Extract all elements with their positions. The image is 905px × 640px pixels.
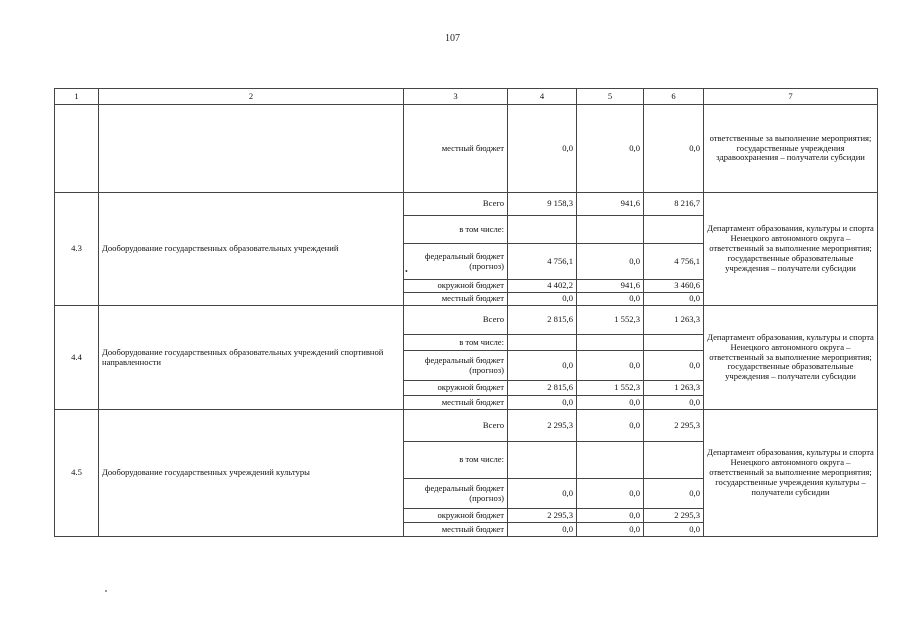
value-cell: 9 158,3 xyxy=(508,193,577,216)
scan-speck xyxy=(105,590,107,592)
value-cell: 0,0 xyxy=(644,293,704,306)
value-cell: 0,0 xyxy=(577,293,644,306)
value-cell xyxy=(644,442,704,479)
source-label: федеральный бюджет (прогноз) xyxy=(404,244,508,280)
value-cell: 2 815,6 xyxy=(508,306,577,335)
source-label: в том числе: xyxy=(404,335,508,351)
responsible-cell: Департамент образования, культуры и спорта Ненецкого автономного округа – ответственный за выполнение мероприятия; государственные учреждения культуры – получатели субсидии xyxy=(704,410,878,537)
table-row xyxy=(55,410,878,442)
value-cell: 0,0 xyxy=(508,396,577,410)
header-cell: 6 xyxy=(644,89,704,105)
source-label: федеральный бюджет (прогноз) xyxy=(404,479,508,509)
name-cell: Дооборудование государственных учреждений культуры xyxy=(99,410,404,537)
value-cell: 0,0 xyxy=(508,479,577,509)
value-cell: 1 552,3 xyxy=(577,381,644,396)
name-cell: Дооборудование государственных образовательных учреждений xyxy=(99,193,404,306)
value-cell xyxy=(508,216,577,244)
value-cell: 0,0 xyxy=(577,105,644,193)
value-cell: 0,0 xyxy=(508,351,577,381)
source-label: в том числе: xyxy=(404,442,508,479)
value-cell: 0,0 xyxy=(577,351,644,381)
value-cell: 0,0 xyxy=(508,105,577,193)
value-cell: 0,0 xyxy=(508,523,577,537)
name-cell: Дооборудование государственных образовательных учреждений спортивной направленности xyxy=(99,306,404,410)
value-cell: 2 295,3 xyxy=(508,509,577,523)
bullet-mark: • xyxy=(405,267,408,276)
responsible-cell: ответственные за выполнение мероприятия; государственные учреждения здравоохранения – получатели субсидии xyxy=(704,105,878,193)
code-cell: 4.4 xyxy=(55,306,99,410)
value-cell: 0,0 xyxy=(508,293,577,306)
page-number: 107 xyxy=(445,33,460,44)
value-cell: 0,0 xyxy=(644,351,704,381)
value-cell: 4 756,1 xyxy=(644,244,704,280)
value-cell: 941,6 xyxy=(577,193,644,216)
value-cell: 941,6 xyxy=(577,280,644,293)
value-cell xyxy=(577,216,644,244)
value-cell: 2 295,3 xyxy=(644,410,704,442)
source-label: Всего xyxy=(404,410,508,442)
value-cell xyxy=(577,335,644,351)
header-cell: 7 xyxy=(704,89,878,105)
value-cell: 1 552,3 xyxy=(577,306,644,335)
value-cell: 1 263,3 xyxy=(644,306,704,335)
value-cell: 0,0 xyxy=(577,410,644,442)
value-cell xyxy=(508,335,577,351)
name-cell xyxy=(99,105,404,193)
source-label: окружной бюджет xyxy=(404,280,508,293)
table-row xyxy=(55,306,878,335)
code-cell: 4.3 xyxy=(55,193,99,306)
value-cell: 2 815,6 xyxy=(508,381,577,396)
value-cell: 0,0 xyxy=(577,509,644,523)
source-label: Всего xyxy=(404,193,508,216)
header-cell: 1 xyxy=(55,89,99,105)
value-cell: 4 402,2 xyxy=(508,280,577,293)
code-cell: 4.5 xyxy=(55,410,99,537)
source-label: местный бюджет xyxy=(404,105,508,193)
source-label: местный бюджет xyxy=(404,293,508,306)
value-cell: 0,0 xyxy=(644,523,704,537)
budget-table xyxy=(54,88,878,537)
value-cell: 0,0 xyxy=(577,244,644,280)
responsible-cell: Департамент образования, культуры и спорта Ненецкого автономного округа – ответственный за выполнение мероприятия; государственные образовательные учреждения – получатели субсидии xyxy=(704,193,878,306)
header-cell: 3 xyxy=(404,89,508,105)
value-cell: 2 295,3 xyxy=(644,509,704,523)
value-cell xyxy=(508,442,577,479)
table-row xyxy=(55,193,878,216)
value-cell: 0,0 xyxy=(644,396,704,410)
value-cell: 0,0 xyxy=(644,105,704,193)
header-cell: 4 xyxy=(508,89,577,105)
source-label: Всего xyxy=(404,306,508,335)
value-cell: 8 216,7 xyxy=(644,193,704,216)
value-cell: 0,0 xyxy=(577,479,644,509)
value-cell: 2 295,3 xyxy=(508,410,577,442)
value-cell: 0,0 xyxy=(577,396,644,410)
value-cell xyxy=(644,216,704,244)
source-label: местный бюджет xyxy=(404,523,508,537)
value-cell: 1 263,3 xyxy=(644,381,704,396)
source-label: в том числе: xyxy=(404,216,508,244)
table-header-row xyxy=(55,89,878,105)
source-label: федеральный бюджет (прогноз) xyxy=(404,351,508,381)
value-cell xyxy=(577,442,644,479)
value-cell: 4 756,1 xyxy=(508,244,577,280)
table-row xyxy=(55,105,878,193)
header-cell: 2 xyxy=(99,89,404,105)
responsible-cell: Департамент образования, культуры и спорта Ненецкого автономного округа – ответственный за выполнение мероприятия; государственные образовательные учреждения – получатели субсидии xyxy=(704,306,878,410)
header-cell: 5 xyxy=(577,89,644,105)
value-cell: 0,0 xyxy=(644,479,704,509)
source-label: окружной бюджет xyxy=(404,509,508,523)
code-cell xyxy=(55,105,99,193)
value-cell xyxy=(644,335,704,351)
value-cell: 0,0 xyxy=(577,523,644,537)
value-cell: 3 460,6 xyxy=(644,280,704,293)
source-label: окружной бюджет xyxy=(404,381,508,396)
source-label: местный бюджет xyxy=(404,396,508,410)
